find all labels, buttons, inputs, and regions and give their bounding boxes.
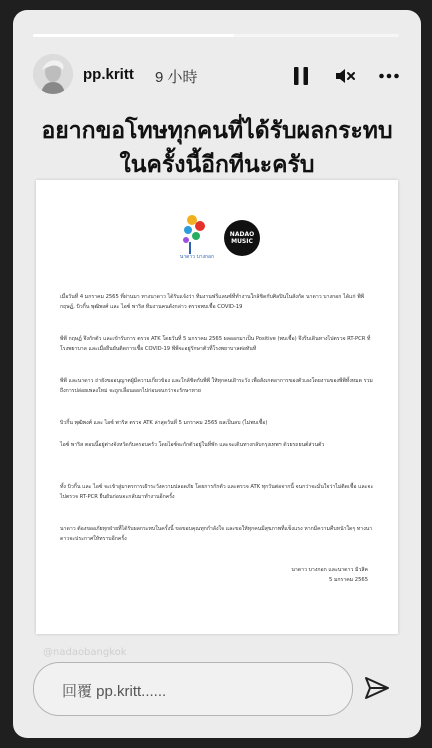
mute-icon[interactable] bbox=[333, 64, 357, 88]
statement-document bbox=[36, 180, 398, 634]
watermark: @nadaobangkok bbox=[43, 647, 127, 658]
avatar[interactable] bbox=[33, 54, 73, 94]
pause-icon[interactable] bbox=[289, 64, 313, 88]
doc-paragraph-4: บิวกิ้น พุฒิพงศ์ และ ไอซ์ พาริส ตรวจ ATK ล่าสุดวันที่ 5 มกราคม 2565 ผลเป็นลบ (ไม่พบเชื้อ) bbox=[60, 420, 268, 426]
username[interactable]: pp.kritt bbox=[83, 66, 134, 83]
send-icon[interactable] bbox=[363, 674, 391, 702]
more-icon[interactable] bbox=[377, 64, 401, 88]
doc-paragraph-5: ไอซ์ พาริส ตอนนี้อยู่ต่างจังหวัดกับครอบครัว โดยไอซ์จะกักตัวอยู่ในที่พัก และจะเดินทางกลับกรุงเทพฯ ด้วยรถยนต์ส่วนตัว bbox=[60, 442, 325, 448]
story-header bbox=[33, 54, 409, 96]
doc-signature bbox=[291, 565, 368, 585]
signature-line-1: นาดาว บางกอก และนาดาว มิวสิค bbox=[291, 567, 368, 573]
logo-left-text: นาดาว บางกอก bbox=[179, 254, 215, 260]
story-viewer[interactable] bbox=[13, 10, 421, 738]
nadao-bangkok-logo bbox=[176, 212, 218, 274]
doc-paragraph-3: พีพี และนาดาว ถ่ายังขออนุญาตผู้มีความเกี่ยวข้อง และใกล้ชิดกับพีพี ให้ทุกคนเฝ้าระวัง เพื่อสังเกตอาการของตัวเองโดยงานของพีพีทั้งหมด รวมถึงการปล่อยเพลงใหม่ จะถูกเลื่อนออกไปก่อนจนกว่าจะรักษาหาย bbox=[60, 378, 373, 394]
story-headline bbox=[13, 114, 421, 182]
headline-line-2: ในครั้งนี้อีกทีนะครับ bbox=[119, 152, 315, 178]
story-progress-bar bbox=[33, 34, 399, 37]
signature-line-2: 5 มกราคม 2565 bbox=[329, 577, 368, 583]
doc-paragraph-7: นาดาว ต้องขออภัยทุกฝ่ายที่ได้รับผลกระทบในครั้งนี้ ขอขอบคุณทุกกำลังใจ และขอให้ทุกคนมีสุขภาพที่แข็งแรง หากมีความคืบหน้าใดๆ ทางนาดาวจะประกาศให้ทราบอีกครั้ง bbox=[60, 526, 373, 542]
doc-paragraph-2: พีพี กฤษฏ์ จึงกักตัว และเข้ารับการ ตรวจ ATK โดยวันที่ 5 มกราคม 2565 ผลออกมาเป็น Positive (พบเชื้อ) จึงรีบเดินทางไปตรวจ RT-PCR ที่โรงพยาบาล และเมื่อยืนยันติดการเชื้อ COVID-19 พีพีจะอยู่รักษาตัวที่โรงพยาบาลต่อทันที bbox=[60, 336, 371, 352]
headline-line-1: อยากขอโทษทุกคนที่ได้รับผลกระทบ bbox=[41, 118, 393, 144]
doc-paragraph-1: เมื่อวันที่ 4 มกราคม 2565 ที่ผ่านมา ทางนาดาว ได้รับแจ้งว่า ทีมงานฟรีแลนซ์ที่ทำงานใกล้ชิดกับศิลปินในสังกัด นาดาว บางกอก ได้แก่ พีพี กฤษฏ์, บิวกิ้น พุฒิพงศ์ และ ไอซ์ พาริส ทีมงานคนดังกล่าว ตรวจพบเชื้อ COVID-19 bbox=[60, 294, 365, 310]
avatar-image bbox=[33, 54, 73, 94]
logo-right-text: NADAO MUSIC bbox=[229, 231, 255, 245]
doc-paragraph-6: ทั้ง บิวกิ้น และ ไอซ์ จะเข้าสู่มาตรการเฝ้าระวังความปลอดภัย โดยการกักตัว และตรวจ ATK ทุกวันต่อจากนี้ จนกว่าจะมั่นใจว่าไม่ติดเชื้อ และจะไปตรวจ RT-PCR ยืนยันก่อนจะกลับมาทำงานอีกครั้ง bbox=[60, 484, 374, 500]
nadao-music-logo bbox=[224, 220, 260, 256]
post-time: 9 小時 bbox=[155, 69, 198, 86]
story-progress-fill bbox=[33, 34, 234, 37]
reply-input[interactable] bbox=[33, 662, 353, 716]
reply-placeholder: 回覆 pp.kritt...... bbox=[62, 683, 167, 700]
